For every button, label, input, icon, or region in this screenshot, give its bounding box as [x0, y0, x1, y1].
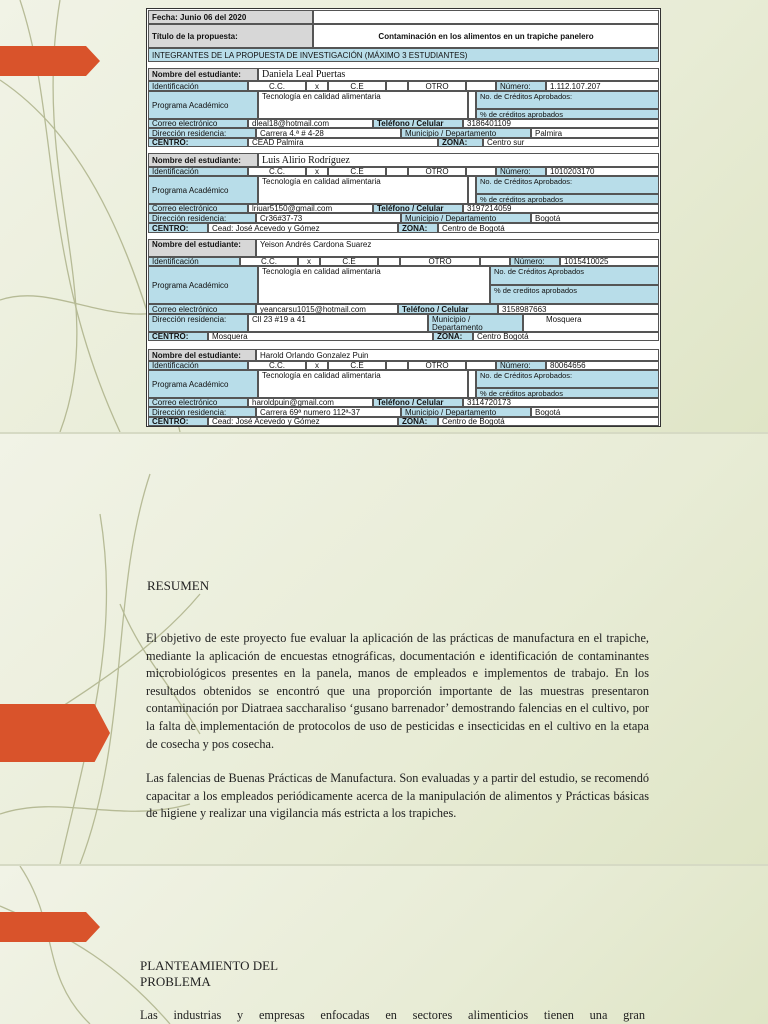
student-1-program: Tecnología en calidad alimentaria — [258, 91, 468, 119]
student-2-municipality: Bogotá — [531, 213, 659, 223]
resumen-paragraph-2: Las falencias de Buenas Prácticas de Manufactura. Son evaluadas y a partir del estudio, se recomendó capacitar a los empleados periódicamente acerca de la manipulación de alimentos y Prácticas básicas de higiene y realizar una vigilancia más estricta a los trapiches. — [146, 771, 649, 821]
resumen-heading: RESUMEN — [147, 578, 210, 593]
student-1-phone: 3186401109 — [463, 119, 659, 128]
slide-resumen — [0, 434, 768, 864]
student-1-email: dleal18@hotmail.com — [248, 119, 373, 128]
decorative-curves — [0, 866, 210, 1024]
planteamiento-heading: PLANTEAMIENTO DEL PROBLEMA — [140, 958, 279, 989]
slide-arrow-icon — [0, 46, 100, 76]
student-4-center: Cead: José Acevedo y Gómez — [208, 417, 398, 426]
student-1-zone: Centro sur — [483, 138, 659, 147]
student-3-municipality: Mosquera — [523, 314, 659, 332]
student-2-zone: Centro de Bogotá — [438, 223, 659, 233]
student-2-center: Cead: José Acevedo y Gómez — [208, 223, 398, 233]
date-cell: Fecha: Junio 06 del 2020 — [148, 10, 313, 24]
student-4-municipality: Bogotá — [531, 407, 659, 417]
resumen-paragraph-1: El objetivo de este proyecto fue evaluar la aplicación de las prácticas de manufactura en el trapiche, mediante la aplicación de encuestas etnográficas, documentación e identificación de contaminantes microbiológicos presentes en la panela, manos de empleados e implementos de trabajo. En los resultados obtenidos se encontró que una proporción importante de las muestras presentaron contaminación por Diatraea saccharaliso ‘gusano barrenador’ demostrando falencias en el cultivo, por la falta de implementación de protocolos de uso de pesticidas e insecticidas en el cultivo en la etapa de cosecha y pos cosecha. — [146, 631, 649, 751]
student-1-address: Carrera 4.ª # 4-28 — [256, 128, 401, 138]
student-form-table: Fecha: Junio 06 del 2020 Título de la propuesta: Contaminación en los alimentos en un trapiche panelero INTEGRANTES DE LA PROPUESTA DE INVESTIGACIÓN (MÁXIMO 3 ESTUDIANTES) Nombre del estudiante: Daniela Leal Puertas Identificación C.C. x C.E OTRO Número: 1.112.107.207 Programa Académico Tecnología en calidad alimentaria No. de Créditos Aprobados: % de créditos aprobados Correo electrónico dleal18@hotmail.com Teléfono / Celular 3186401109 Dirección residencia: Carrera 4.ª # 4-28 Municipio / Departamento Palmira CENTRO: CEAD Palmira ZONA: Centro sur Nombre del estudiante: Luis Alirio Rodríguez Identificación C.C. x C.E OTRO Número: 1010203170 Programa Académico Tecnología en calidad alimentaria No. de Créditos Aprobados: % de créditos aprobados Correo electrónico lriuar5150@gmail.com Teléfono / Celular 3197214059 Dirección residencia: Cr36#37-73 Municipio / Departamento Bogotá CENTRO: Cead: José Acevedo y Gómez ZONA: Centro de Bogotá Nombre del estudiante: Yeison Andrés Cardona Suarez Identificación C.C. x C.E OTRO Número: 1015410025 Programa Académico Tecnología en calidad alimentaria No. de Créditos Aprobados % de creditos aprobados Correo electrónico yeancarsu1015@hotmail.com Teléfono / Celular 3158987663 Dirección residencia: Cll 23 #19 a 41 Municipio / Departamento Mosquera CENTRO: Mosquera ZONA: Centro Bogotá Nombre del estudiante: Harold Orlando Gonzalez Puin Identificación C.C. x C.E OTRO Número: 80064656 Programa Académico Tecnología en calidad alimentaria No. de Créditos Aprobados: % de créditos aprobados Correo electrónico haroldpuin@gmail.com Teléfono / Celular 3114720173 Dirección residencia: Carrera 69ª numero 112ª-37 Municipio / Departamento Bogotá CENTRO: Cead: José Acevedo y Gómez ZONA: Centro de Bogotá — [146, 8, 661, 427]
student-1-center: CEAD Palmira — [248, 138, 438, 147]
student-1-name: Daniela Leal Puertas — [258, 68, 659, 81]
student-4-name: Harold Orlando Gonzalez Puin — [256, 349, 659, 361]
planteamiento-paragraph: Las industrias y empresas enfocadas en sectores alimenticios tienen una gran — [140, 1008, 645, 1022]
student-3-zone: Centro Bogotá — [473, 332, 659, 341]
student-2-address: Cr36#37-73 — [256, 213, 401, 223]
student-4-address: Carrera 69ª numero 112ª-37 — [256, 407, 401, 417]
student-1-number: 1.112.107.207 — [546, 81, 659, 91]
slide-arrow-icon — [0, 912, 100, 942]
integrantes-header: INTEGRANTES DE LA PROPUESTA DE INVESTIGACIÓN (MÁXIMO 3 ESTUDIANTES) — [148, 48, 659, 62]
slide-arrow-icon — [0, 704, 110, 762]
proposal-title: Contaminación en los alimentos en un trapiche panelero — [313, 24, 659, 48]
slide-planteamiento — [0, 866, 768, 1024]
student-4-number: 80064656 — [546, 361, 659, 370]
slide-student-form — [0, 0, 768, 432]
student-3-number: 1015410025 — [560, 257, 659, 266]
student-3-address: Cll 23 #19 a 41 — [248, 314, 428, 332]
student-2-program: Tecnología en calidad alimentaria — [258, 176, 468, 204]
student-2-phone: 3197214059 — [463, 204, 659, 213]
student-1-municipality: Palmira — [531, 128, 659, 138]
student-2-email: lriuar5150@gmail.com — [248, 204, 373, 213]
student-3-program: Tecnología en calidad alimentaria — [258, 266, 490, 304]
student-3-name: Yeison Andrés Cardona Suarez — [256, 239, 659, 257]
student-3-email: yeancarsu1015@hotmail.com — [256, 304, 398, 314]
student-4-phone: 3114720173 — [463, 398, 659, 407]
student-3-phone: 3158987663 — [498, 304, 659, 314]
student-4-program: Tecnología en calidad alimentaria — [258, 370, 468, 398]
student-4-zone: Centro de Bogotá — [438, 417, 659, 426]
student-3-center: Mosquera — [208, 332, 433, 341]
student-2-number: 1010203170 — [546, 167, 659, 176]
student-2-name: Luis Alirio Rodríguez — [258, 153, 659, 167]
title-label: Título de la propuesta: — [148, 24, 313, 48]
student-4-email: haroldpuin@gmail.com — [248, 398, 373, 407]
